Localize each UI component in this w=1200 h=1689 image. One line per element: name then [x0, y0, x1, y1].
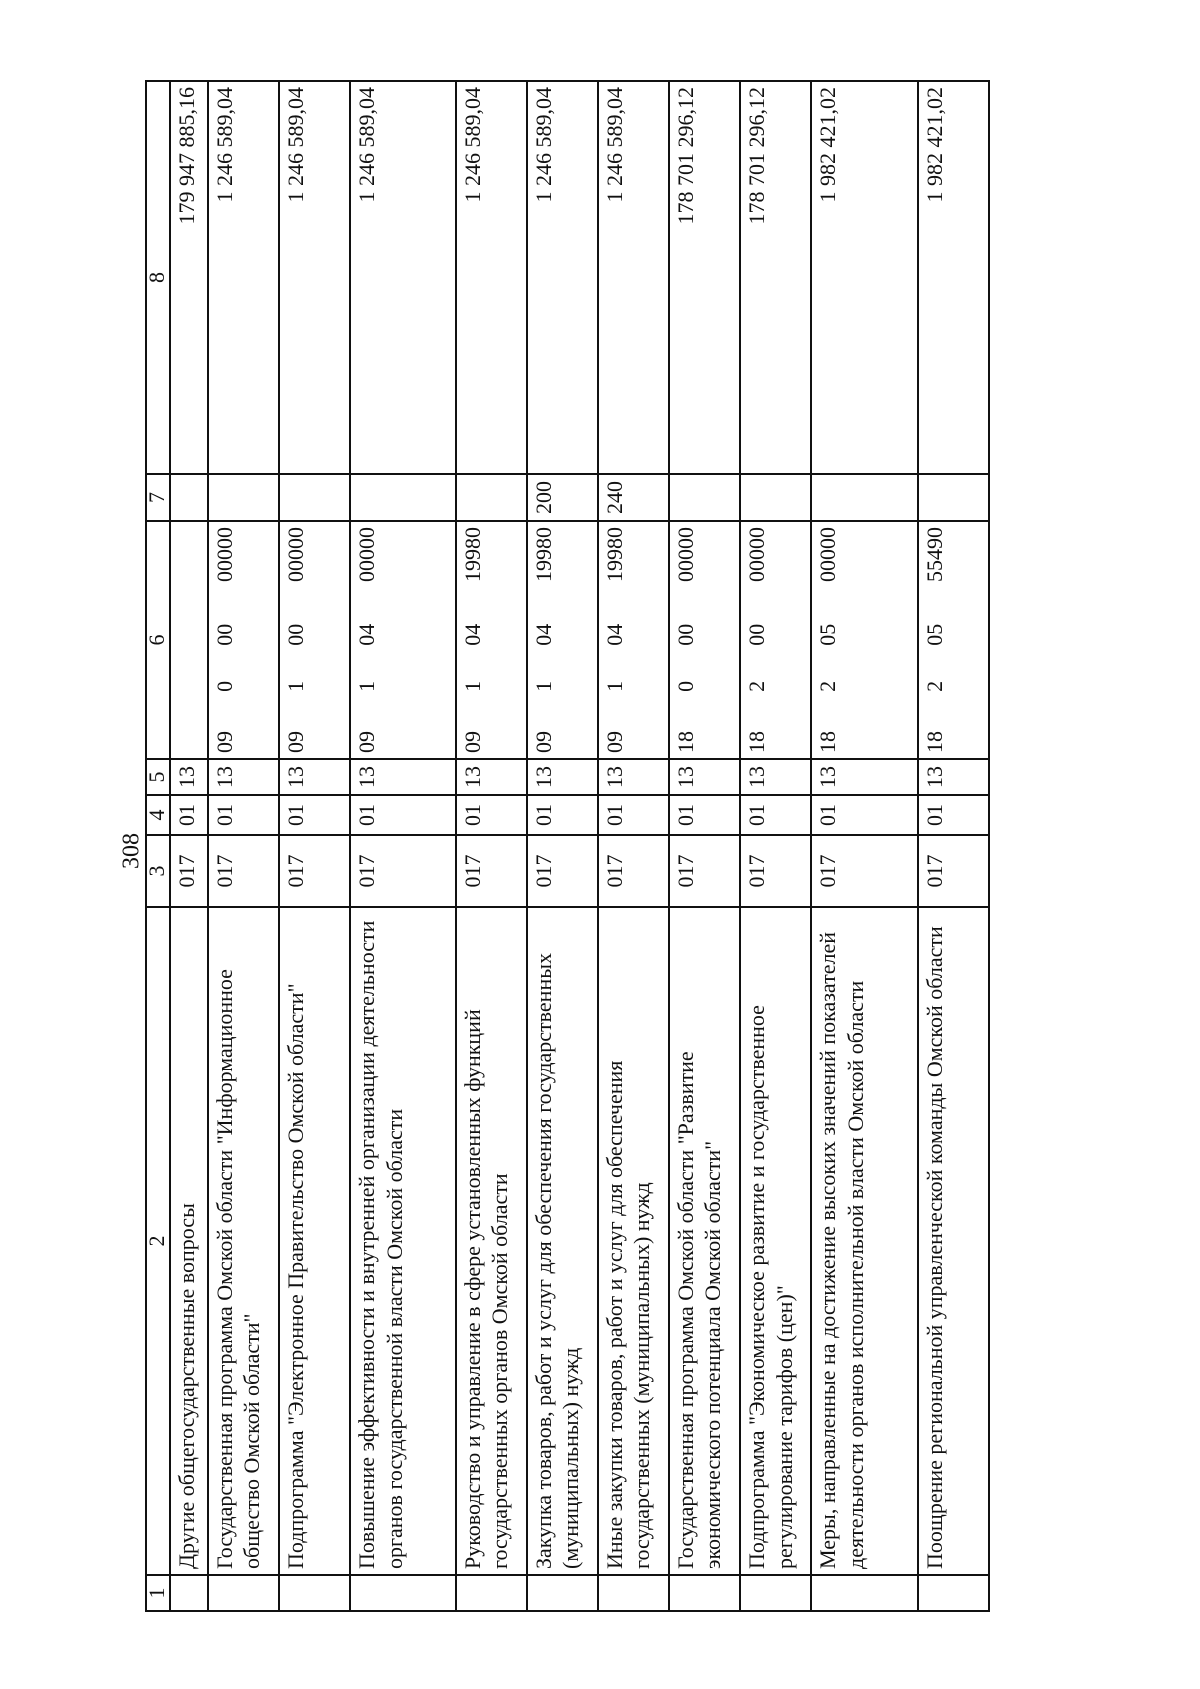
gr-code-cell: 017	[527, 835, 598, 907]
subsection-code-cell: 13	[456, 759, 527, 795]
direction-code: 00000	[282, 527, 308, 583]
event-code: 04	[530, 623, 556, 646]
gr-code-cell: 017	[456, 835, 527, 907]
expense-type-cell	[918, 474, 989, 521]
header-col-8: 8	[146, 81, 170, 474]
header-col-1: 1	[146, 1575, 170, 1611]
target-article-cell	[918, 521, 989, 759]
table-row	[598, 81, 669, 1611]
target-article-code	[672, 527, 700, 753]
direction-code: 55490	[921, 527, 947, 583]
header-col-3: 3	[146, 835, 170, 907]
section-code-cell: 01	[740, 795, 811, 835]
section-code-cell: 01	[279, 795, 350, 835]
event-code: 00	[211, 623, 237, 646]
subsection-code-cell: 13	[170, 759, 208, 795]
target-article-cell	[208, 521, 279, 759]
direction-code: 00000	[815, 527, 841, 583]
subsection-code-cell: 13	[208, 759, 279, 795]
row-number-cell	[527, 1575, 598, 1611]
event-code: 04	[459, 623, 485, 646]
header-col-4: 4	[146, 795, 170, 835]
table-body	[170, 81, 989, 1611]
gr-code-cell: 017	[740, 835, 811, 907]
target-article-cell	[598, 521, 669, 759]
row-number-cell	[208, 1575, 279, 1611]
budget-table-container	[145, 82, 990, 1612]
subprogram-code: 0	[211, 680, 237, 692]
program-code: 18	[921, 731, 947, 753]
expense-type-cell	[456, 474, 527, 521]
item-name-cell: Руководство и управление в сфере установленных функций государственных органов Омской области	[456, 907, 527, 1575]
item-name-cell: Государственная программа Омской области "Развитие экономического потенциала Омской области"	[669, 907, 740, 1575]
expense-type-cell	[811, 474, 918, 521]
gr-code-cell: 017	[598, 835, 669, 907]
item-name-cell: Подпрограмма "Электронное Правительство Омской области"	[279, 907, 350, 1575]
row-number-cell	[170, 1575, 208, 1611]
subprogram-code: 1	[282, 680, 308, 692]
program-code: 18	[672, 731, 698, 753]
amount-cell: 1 982 421,02	[811, 81, 918, 474]
event-code: 05	[921, 623, 947, 646]
program-code: 09	[282, 731, 308, 753]
table-row	[279, 81, 350, 1611]
expense-type-cell	[669, 474, 740, 521]
table-row	[669, 81, 740, 1611]
event-code: 05	[815, 623, 841, 646]
gr-code-cell: 017	[208, 835, 279, 907]
header-col-7: 7	[146, 474, 170, 521]
program-code: 09	[601, 731, 627, 753]
amount-cell: 1 246 589,04	[350, 81, 456, 474]
direction-code: 19980	[530, 527, 556, 583]
target-article-code	[282, 527, 310, 753]
subsection-code-cell: 13	[527, 759, 598, 795]
expense-type-cell: 240	[598, 474, 669, 521]
table-row	[456, 81, 527, 1611]
gr-code-cell: 017	[811, 835, 918, 907]
gr-code-cell: 017	[279, 835, 350, 907]
section-code-cell: 01	[170, 795, 208, 835]
amount-cell: 1 246 589,04	[598, 81, 669, 474]
expense-type-cell: 200	[527, 474, 598, 521]
expense-type-cell	[170, 474, 208, 521]
item-name-cell: Меры, направленные на достижение высоких значений показателей деятельности органов исполнительной власти Омской области	[811, 907, 918, 1575]
section-code-cell: 01	[350, 795, 456, 835]
table-row	[918, 81, 989, 1611]
gr-code-cell: 017	[350, 835, 456, 907]
table-row	[740, 81, 811, 1611]
target-article-code	[743, 527, 771, 753]
subsection-code-cell: 13	[598, 759, 669, 795]
event-code: 00	[744, 623, 769, 646]
subprogram-code: 2	[815, 680, 841, 692]
direction-code: 00000	[672, 527, 698, 583]
section-code-cell: 01	[598, 795, 669, 835]
table-row	[527, 81, 598, 1611]
section-code-cell: 01	[527, 795, 598, 835]
target-article-code	[921, 527, 949, 753]
program-code: 09	[354, 731, 379, 753]
budget-table	[145, 80, 990, 1612]
event-code: 00	[282, 623, 308, 646]
section-code-cell: 01	[918, 795, 989, 835]
expense-type-cell	[208, 474, 279, 521]
event-code: 04	[354, 623, 379, 646]
row-number-cell	[279, 1575, 350, 1611]
target-article-cell	[350, 521, 456, 759]
item-name-cell: Другие общегосударственные вопросы	[170, 907, 208, 1575]
program-code: 09	[211, 731, 237, 753]
section-code-cell: 01	[811, 795, 918, 835]
subprogram-code: 2	[744, 680, 769, 692]
direction-code: 00000	[354, 527, 379, 583]
row-number-cell	[669, 1575, 740, 1611]
item-name-cell: Повышение эффективности и внутренней организации деятельности органов государственной власти Омской области	[350, 907, 456, 1575]
table-row	[170, 81, 208, 1611]
row-number-cell	[456, 1575, 527, 1611]
event-code: 04	[601, 623, 627, 646]
amount-cell: 1 982 421,02	[918, 81, 989, 474]
subsection-code-cell: 13	[740, 759, 811, 795]
target-article-cell	[279, 521, 350, 759]
section-code-cell: 01	[456, 795, 527, 835]
target-article-code	[459, 527, 487, 753]
row-number-cell	[811, 1575, 918, 1611]
table-row	[350, 81, 456, 1611]
subprogram-code: 0	[672, 680, 698, 692]
row-number-cell	[740, 1575, 811, 1611]
program-code: 09	[530, 731, 556, 753]
subprogram-code: 2	[921, 680, 947, 692]
subsection-code-cell: 13	[918, 759, 989, 795]
target-article-cell	[170, 521, 208, 759]
target-article-code	[353, 527, 381, 753]
item-name-cell: Закупка товаров, работ и услуг для обеспечения государственных (муниципальных) нужд	[527, 907, 598, 1575]
direction-code: 19980	[601, 527, 627, 583]
subsection-code-cell: 13	[669, 759, 740, 795]
subprogram-code: 1	[530, 680, 556, 692]
target-article-cell	[456, 521, 527, 759]
row-number-cell	[598, 1575, 669, 1611]
program-code: 09	[459, 731, 485, 753]
amount-cell: 1 246 589,04	[456, 81, 527, 474]
direction-code: 00000	[211, 527, 237, 583]
subsection-code-cell: 13	[811, 759, 918, 795]
program-code: 18	[815, 731, 841, 753]
row-number-cell	[350, 1575, 456, 1611]
subsection-code-cell: 13	[350, 759, 456, 795]
subsection-code-cell: 13	[279, 759, 350, 795]
section-code-cell: 01	[669, 795, 740, 835]
target-article-cell	[527, 521, 598, 759]
program-code: 18	[744, 731, 769, 753]
expense-type-cell	[740, 474, 811, 521]
table-row	[811, 81, 918, 1611]
target-article-code	[814, 527, 842, 753]
target-article-code	[530, 527, 558, 753]
row-number-cell	[918, 1575, 989, 1611]
gr-code-cell: 017	[918, 835, 989, 907]
amount-cell: 1 246 589,04	[279, 81, 350, 474]
amount-cell: 1 246 589,04	[527, 81, 598, 474]
gr-code-cell: 017	[170, 835, 208, 907]
amount-cell: 179 947 885,16	[170, 81, 208, 474]
subprogram-code: 1	[601, 680, 627, 692]
target-article-cell	[740, 521, 811, 759]
expense-type-cell	[350, 474, 456, 521]
amount-cell: 178 701 296,12	[669, 81, 740, 474]
target-article-code	[211, 527, 239, 753]
table-row	[208, 81, 279, 1611]
header-row	[146, 81, 170, 1611]
header-col-5: 5	[146, 759, 170, 795]
item-name-cell: Государственная программа Омской области "Информационное общество Омской области"	[208, 907, 279, 1575]
subprogram-code: 1	[459, 680, 485, 692]
header-col-6: 6	[146, 521, 170, 759]
expense-type-cell	[279, 474, 350, 521]
item-name-cell: Иные закупки товаров, работ и услуг для обеспечения государственных (муниципальных) нужд	[598, 907, 669, 1575]
page-number: 308	[118, 833, 145, 869]
subprogram-code: 1	[354, 680, 379, 692]
target-article-code	[601, 527, 629, 753]
header-col-2: 2	[146, 907, 170, 1575]
direction-code: 19980	[459, 527, 485, 583]
section-code-cell: 01	[208, 795, 279, 835]
amount-cell: 1 246 589,04	[208, 81, 279, 474]
target-article-cell	[669, 521, 740, 759]
gr-code-cell: 017	[669, 835, 740, 907]
event-code: 00	[672, 623, 698, 646]
item-name-cell: Подпрограмма "Экономическое развитие и государственное регулирование тарифов (цен)"	[740, 907, 811, 1575]
item-name-cell: Поощрение региональной управленческой команды Омской области	[918, 907, 989, 1575]
amount-cell: 178 701 296,12	[740, 81, 811, 474]
direction-code: 00000	[744, 527, 769, 583]
target-article-cell	[811, 521, 918, 759]
